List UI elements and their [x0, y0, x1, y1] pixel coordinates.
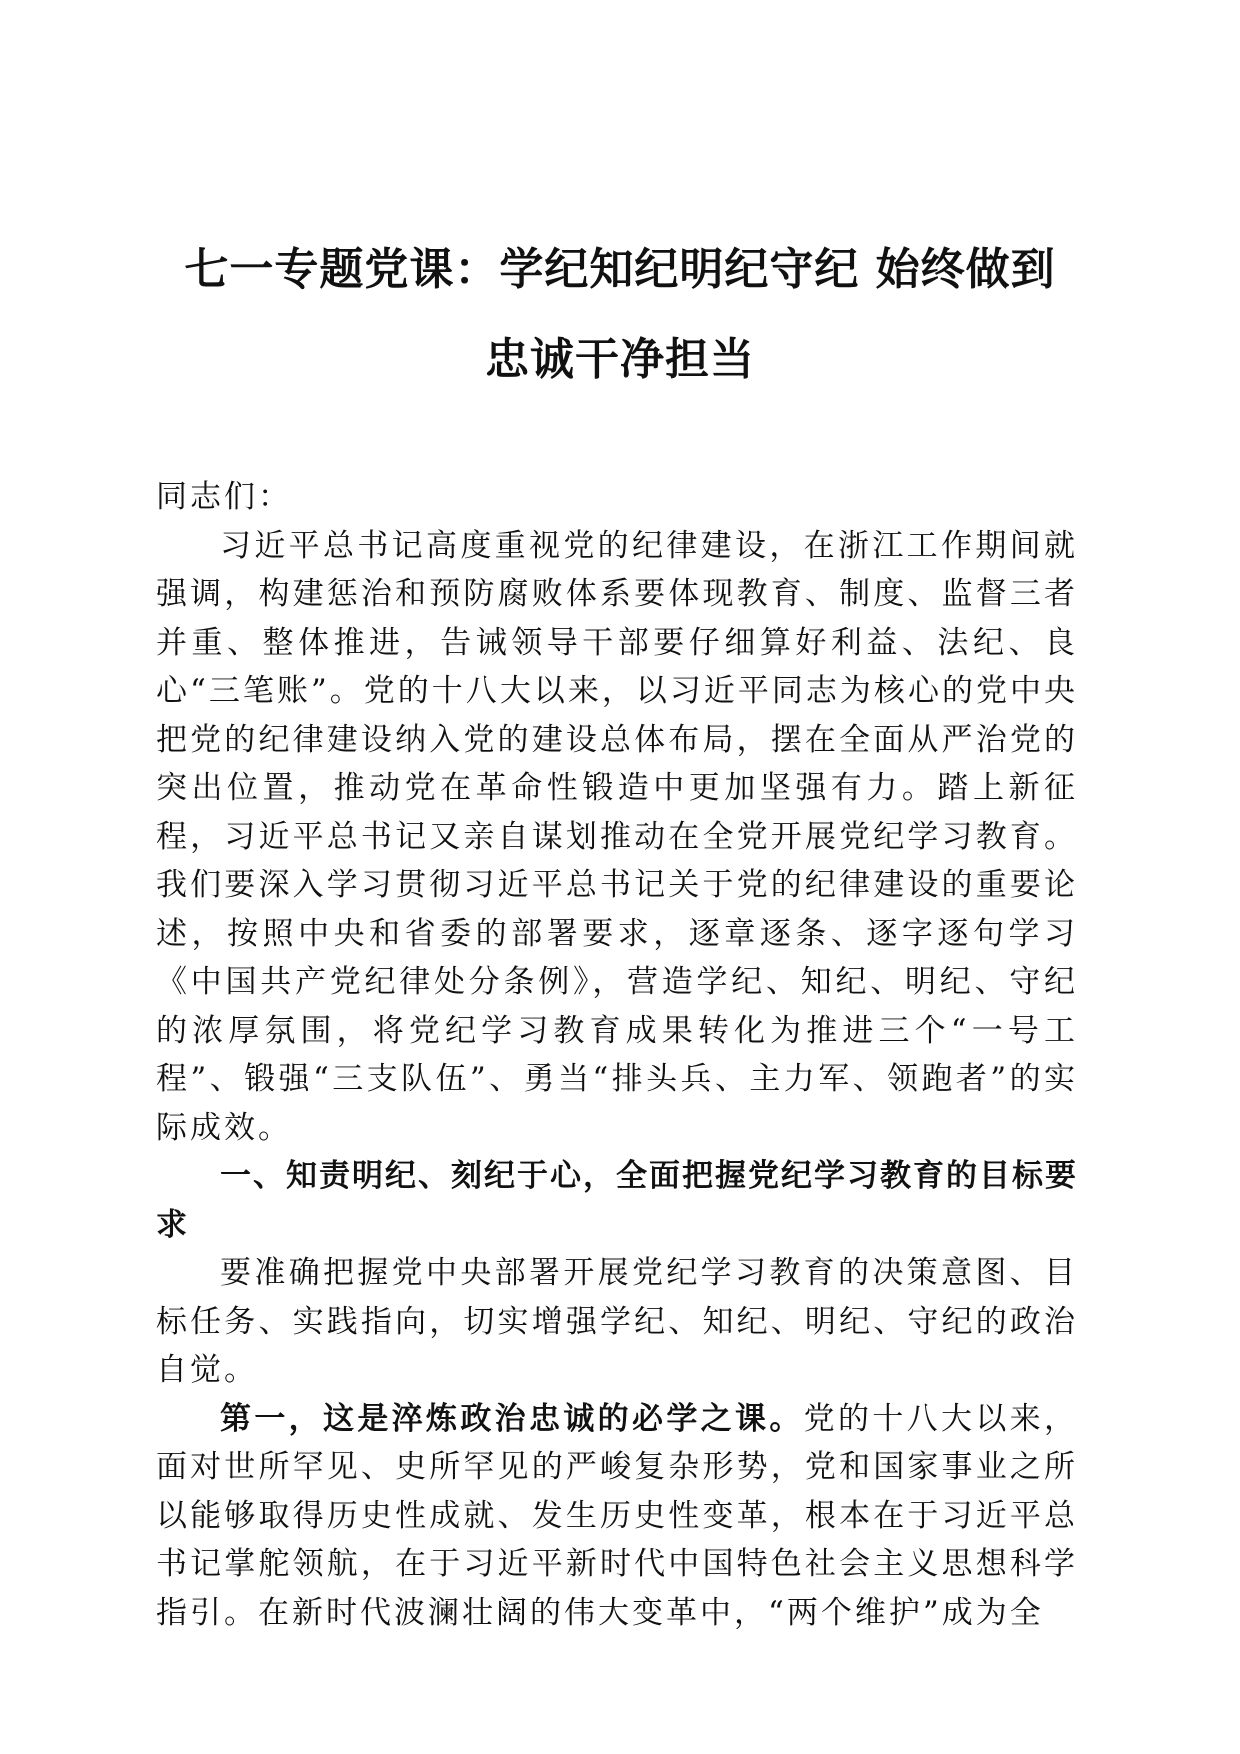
intro-paragraph: 习近平总书记高度重视党的纪律建设，在浙江工作期间就强调，构建惩治和预防腐败体系要体现教育、制度、监督三者并重、整体推进，告诫领导干部要仔细算好利益、法纪、良心“三笔账”。党的十八大以来，以习近平同志为核心的党中央把党的纪律建设纳入党的建设总体布局，摆在全面从严治党的突出位置，推动党在革命性锻造中更加坚强有力。踏上新征程，习近平总书记又亲自谋划推动在全党开展党纪学习教育。我们要深入学习贯彻习近平总书记关于党的纪律建设的重要论述，按照中央和省委的部署要求，逐章逐条、逐字逐句学习《中国共产党纪律处分条例》，营造学纪、知纪、明纪、守纪的浓厚氛围，将党纪学习教育成果转化为推进三个“一号工程”、锻强“三支队伍”、勇当“排头兵、主力军、领跑者”的实际成效。 [156, 527, 1078, 1146]
point-1-lead: 第一，这是淬炼政治忠诚的必学之课。 [220, 1400, 804, 1437]
title-line-2: 忠诚干净担当 [485, 334, 755, 385]
document-body [156, 473, 1078, 1637]
point-1-text: 党的十八大以来，面对世所罕见、史所罕见的严峻复杂形势，党和国家事业之所以能够取得历史性成就、发生历史性变革，根本在于习近平总书记掌舵领航，在于习近平新时代中国特色社会主义思想科学指引。在新时代波澜壮阔的伟大变革中，“两个维护”成为全 [156, 1400, 1079, 1631]
point-1-paragraph [156, 1395, 1078, 1638]
section-1-paragraph: 要准确把握党中央部署开展党纪学习教育的决策意图、目标任务、实践指向，切实增强学纪、知纪、明纪、守纪的政治自觉。 [156, 1255, 1078, 1388]
document-title [120, 225, 1120, 405]
salutation: 同志们： [156, 479, 292, 515]
section-1-heading: 一、知责明纪、刻纪于心，全面把握党纪学习教育的目标要求 [156, 1158, 1078, 1243]
title-line-1: 七一专题党课：学纪知纪明纪守纪 始终做到 [184, 244, 1056, 295]
